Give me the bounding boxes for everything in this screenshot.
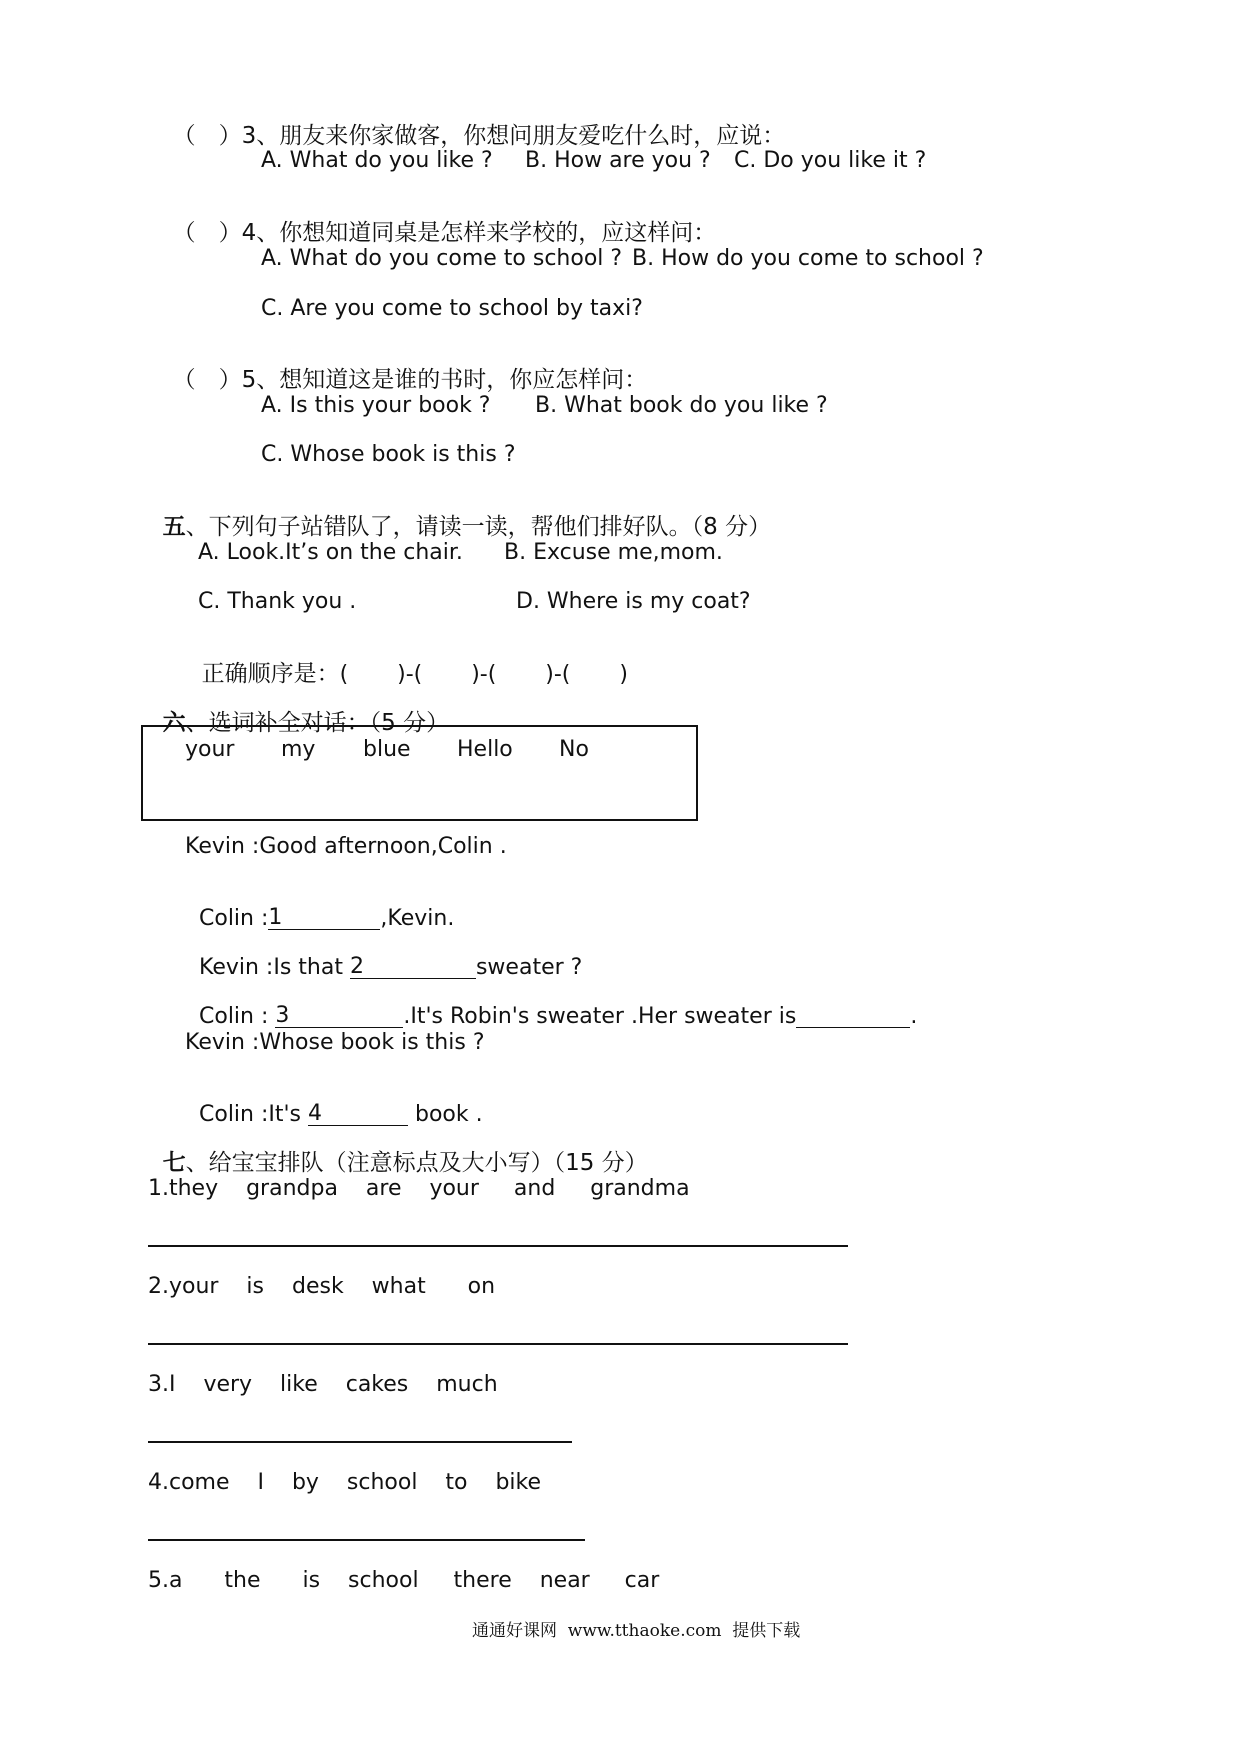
word-bank-box bbox=[141, 725, 698, 821]
section-7-heading bbox=[148, 1129, 648, 1175]
section-5-title: 、下列句子站错队了，请读一读，帮他们排好队。（8 分） bbox=[185, 514, 772, 540]
dialog-text: book . bbox=[408, 1102, 483, 1127]
dialog-line-6 bbox=[185, 1081, 483, 1126]
order-answer bbox=[187, 640, 628, 686]
dialog-text: Kevin :Is that bbox=[199, 955, 350, 980]
dialog-text: sweater ? bbox=[475, 955, 583, 980]
blank-2[interactable] bbox=[350, 956, 476, 979]
blank-3[interactable] bbox=[275, 1005, 403, 1028]
dialog-speaker: Colin : bbox=[199, 1004, 276, 1029]
question-4-option-b: B. How do you come to school ? bbox=[632, 246, 984, 271]
section-6-number: 六 bbox=[162, 710, 186, 736]
question-4-prefix: （ ）4、 bbox=[172, 220, 280, 246]
dialog-line-1: Kevin :Good afternoon,Colin . bbox=[185, 834, 507, 859]
scrambled-sentence-4: 4.come I by school to bike bbox=[148, 1470, 542, 1495]
dialog-line-3 bbox=[185, 934, 582, 979]
question-4-text: 你想知道同桌是怎样来学校的，应这样问： bbox=[279, 220, 717, 246]
scrambled-sentence-2: 2.your is desk what on bbox=[148, 1274, 496, 1299]
question-5 bbox=[158, 346, 647, 392]
question-5-option-c: C. Whose book is this ? bbox=[261, 442, 516, 467]
question-3 bbox=[158, 102, 785, 148]
scrambled-sentence-3: 3.I very like cakes much bbox=[148, 1372, 498, 1397]
answer-line-3[interactable] bbox=[148, 1441, 572, 1443]
answer-line-2[interactable] bbox=[148, 1343, 848, 1345]
question-5-option-b: B. What book do you like ? bbox=[535, 393, 828, 418]
word-bank-word: No bbox=[559, 737, 589, 762]
sentence-b: B. Excuse me,mom. bbox=[504, 540, 723, 565]
question-5-text: 想知道这是谁的书时，你应怎样问： bbox=[279, 367, 648, 393]
section-5-heading bbox=[148, 493, 771, 539]
dialog-text: ,Kevin. bbox=[380, 906, 455, 931]
question-3-prefix: （ ）3、 bbox=[172, 123, 280, 149]
word-bank-word: blue bbox=[363, 737, 411, 762]
order-slots: ( )-( )-( )-( ) bbox=[339, 662, 628, 687]
dialog-text: Colin :It's bbox=[199, 1102, 309, 1127]
dialog-line-2 bbox=[185, 885, 454, 930]
answer-line-1[interactable] bbox=[148, 1245, 848, 1247]
question-3-option-c: C. Do you like it ? bbox=[734, 148, 927, 173]
blank-number: 1 bbox=[268, 905, 283, 930]
scrambled-sentence-1: 1.they grandpa are your and grandma bbox=[148, 1176, 690, 1201]
question-3-option-a: A. What do you like ? bbox=[261, 148, 493, 173]
blank-number: 2 bbox=[349, 954, 364, 979]
blank-number: 4 bbox=[308, 1101, 323, 1126]
scrambled-sentence-5: 5.a the is school there near car bbox=[148, 1568, 660, 1593]
word-bank-word: Hello bbox=[457, 737, 513, 762]
dialog-line-4 bbox=[185, 983, 917, 1028]
dialog-text: .It's Robin's sweater .Her sweater is bbox=[403, 1004, 797, 1029]
question-4 bbox=[158, 199, 716, 245]
question-4-option-a: A. What do you come to school ? bbox=[261, 246, 623, 271]
dialog-text: . bbox=[910, 1004, 918, 1029]
word-bank-word: my bbox=[281, 737, 316, 762]
question-4-option-c: C. Are you come to school by taxi? bbox=[261, 296, 643, 321]
sentence-a: A. Look.It’s on the chair. bbox=[198, 540, 463, 565]
section-6-title: 、选词补全对话：（5 分） bbox=[185, 710, 450, 736]
question-3-option-b: B. How are you ? bbox=[525, 148, 711, 173]
footer-text: 通通好课网 www.tthaoke.com 提供下载 bbox=[472, 1621, 801, 1641]
sentence-c: C. Thank you . bbox=[198, 589, 357, 614]
question-3-text: 朋友来你家做客，你想问朋友爱吃什么时，应说： bbox=[279, 123, 786, 149]
section-7-title: 、给宝宝排队（注意标点及大小写）（15 分） bbox=[185, 1150, 648, 1176]
blank-number: 3 bbox=[275, 1003, 290, 1028]
section-5-number: 五 bbox=[162, 514, 186, 540]
blank-1[interactable] bbox=[268, 907, 380, 930]
blank-4[interactable] bbox=[308, 1103, 408, 1126]
question-5-option-a: A. Is this your book ? bbox=[261, 393, 491, 418]
question-5-prefix: （ ）5、 bbox=[172, 367, 280, 393]
answer-line-4[interactable] bbox=[148, 1539, 585, 1541]
sentence-d: D. Where is my coat? bbox=[516, 589, 751, 614]
dialog-line-5: Kevin :Whose book is this ? bbox=[185, 1030, 485, 1055]
order-label: 正确顺序是： bbox=[201, 661, 340, 687]
section-7-number: 七 bbox=[162, 1150, 186, 1176]
dialog-speaker: Colin : bbox=[199, 906, 269, 931]
blank-color[interactable] bbox=[796, 1005, 910, 1028]
word-bank-word: your bbox=[185, 737, 235, 762]
